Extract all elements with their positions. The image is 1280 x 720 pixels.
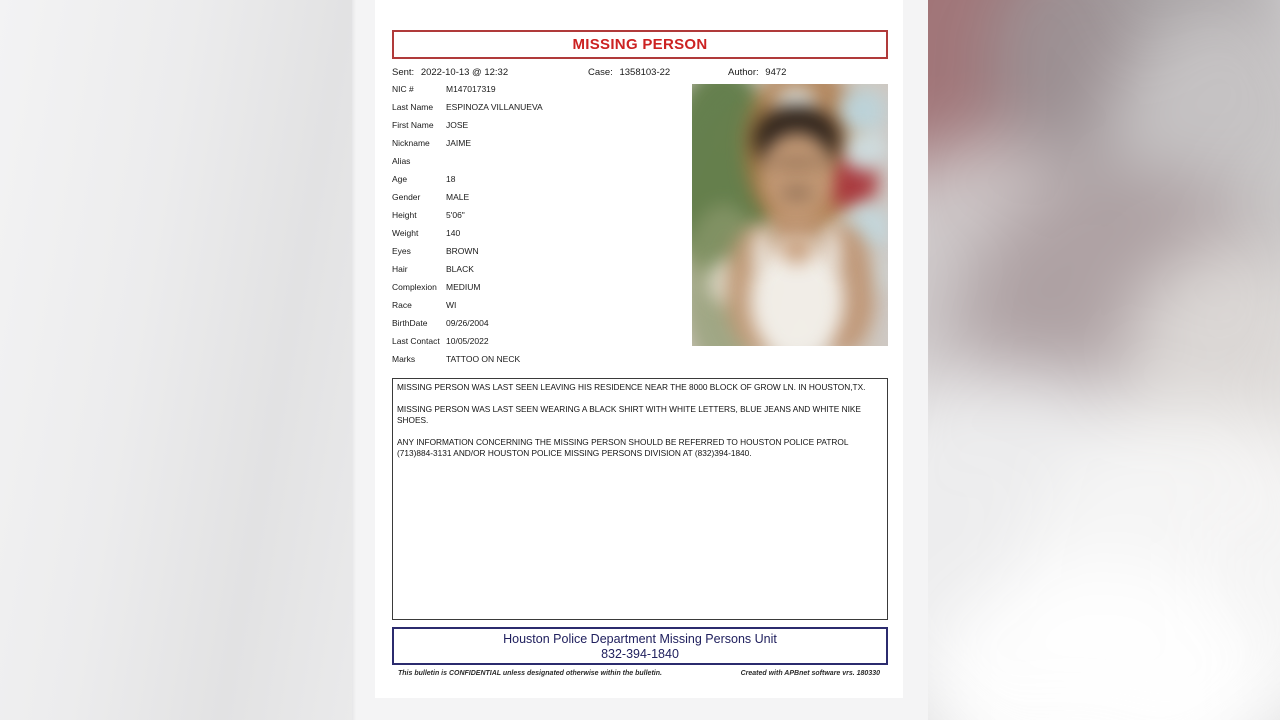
field-label: Complexion (392, 282, 437, 292)
field-label: Weight (392, 228, 419, 238)
field-label: Last Name (392, 102, 434, 112)
meta-sent-value: 2022-10-13 @ 12:32 (420, 67, 509, 78)
field-row (392, 336, 688, 354)
field-value: TATTOO ON NECK (446, 354, 521, 364)
meta-author-label: Author: (728, 67, 759, 78)
field-row (392, 282, 688, 300)
field-row (392, 228, 688, 246)
field-value: JOSE (446, 120, 469, 130)
narrative-box (392, 378, 888, 620)
bulletin-body-row (392, 84, 888, 372)
field-row (392, 210, 688, 228)
field-value: BLACK (446, 264, 474, 274)
field-value: JAIME (446, 138, 472, 148)
field-value: 09/26/2004 (446, 318, 489, 328)
subject-photo (692, 84, 888, 346)
field-label: Hair (392, 264, 408, 274)
field-value: 10/05/2022 (446, 336, 489, 346)
field-row (392, 84, 688, 102)
field-label: Last Contact (392, 336, 440, 346)
field-row (392, 300, 688, 318)
field-row (392, 120, 688, 138)
field-row (392, 174, 688, 192)
field-row (392, 102, 688, 120)
field-value: 140 (446, 228, 461, 238)
confidentiality-notice: This bulletin is CONFIDENTIAL unless designated otherwise within the bulletin. (398, 670, 662, 677)
meta-author-value: 9472 (765, 67, 787, 78)
field-label: Nickname (392, 138, 430, 148)
agency-footer-box (392, 627, 888, 665)
field-value: ESPINOZA VILLANUEVA (446, 102, 543, 112)
software-credit: Created with APBnet software vrs. 180330 (740, 670, 880, 677)
field-value: BROWN (446, 246, 479, 256)
field-value: MEDIUM (446, 282, 481, 292)
field-value: 18 (446, 174, 456, 184)
field-label: Gender (392, 192, 421, 202)
field-label: NIC # (392, 84, 414, 94)
blur-layer (928, 0, 1280, 720)
meta-case-label: Case: (588, 67, 613, 78)
field-row (392, 156, 688, 174)
field-label: First Name (392, 120, 434, 130)
field-row (392, 354, 688, 372)
agency-phone: 832-394-1840 (601, 646, 679, 661)
narrative-paragraph: MISSING PERSON WAS LAST SEEN WEARING A BLACK SHIRT WITH WHITE LETTERS, BLUE JEANS AND WHITE NIKE SHOES. (397, 403, 861, 425)
field-value: M147017319 (446, 84, 496, 94)
narrative-paragraph: MISSING PERSON WAS LAST SEEN LEAVING HIS RESIDENCE NEAR THE 8000 BLOCK OF GROW LN. IN HOUSTON,TX. (397, 382, 866, 392)
field-row (392, 138, 688, 156)
field-label: Eyes (392, 246, 411, 256)
field-label: Height (392, 210, 417, 220)
subject-detail-fields (392, 84, 688, 372)
field-row (392, 192, 688, 210)
field-label: Age (392, 174, 408, 184)
field-value: 5'06" (446, 210, 465, 220)
field-value: MALE (446, 192, 470, 202)
meta-sent (392, 67, 588, 78)
meta-author (728, 67, 848, 78)
narrative-paragraph: ANY INFORMATION CONCERNING THE MISSING PERSON SHOULD BE REFERRED TO HOUSTON POLICE PATROL (713)884-3131 AND/OR HOUSTON POLICE MISSING PERSONS DIVISION AT (832)394-1840. (397, 436, 849, 458)
field-label: BirthDate (392, 318, 428, 328)
page-title: MISSING PERSON (572, 36, 708, 53)
bulletin-title-box (392, 30, 888, 59)
field-row (392, 246, 688, 264)
field-value: WI (446, 300, 457, 310)
agency-name: Houston Police Department Missing Persons Unit (503, 631, 777, 646)
field-label: Race (392, 300, 412, 310)
field-row (392, 264, 688, 282)
field-row (392, 318, 688, 336)
field-label: Alias (392, 156, 411, 166)
meta-case-value: 1358103-22 (619, 67, 671, 78)
meta-case (588, 67, 728, 78)
fineprint-row (392, 670, 888, 677)
bulletin-content (392, 30, 888, 677)
bulletin-meta-row (392, 67, 888, 78)
field-label: Marks (392, 354, 416, 364)
bulletin-page (375, 0, 903, 698)
meta-sent-label: Sent: (392, 67, 415, 78)
backdrop-right-blurred-photo (928, 0, 1280, 720)
backdrop-left-gradient (0, 0, 356, 720)
